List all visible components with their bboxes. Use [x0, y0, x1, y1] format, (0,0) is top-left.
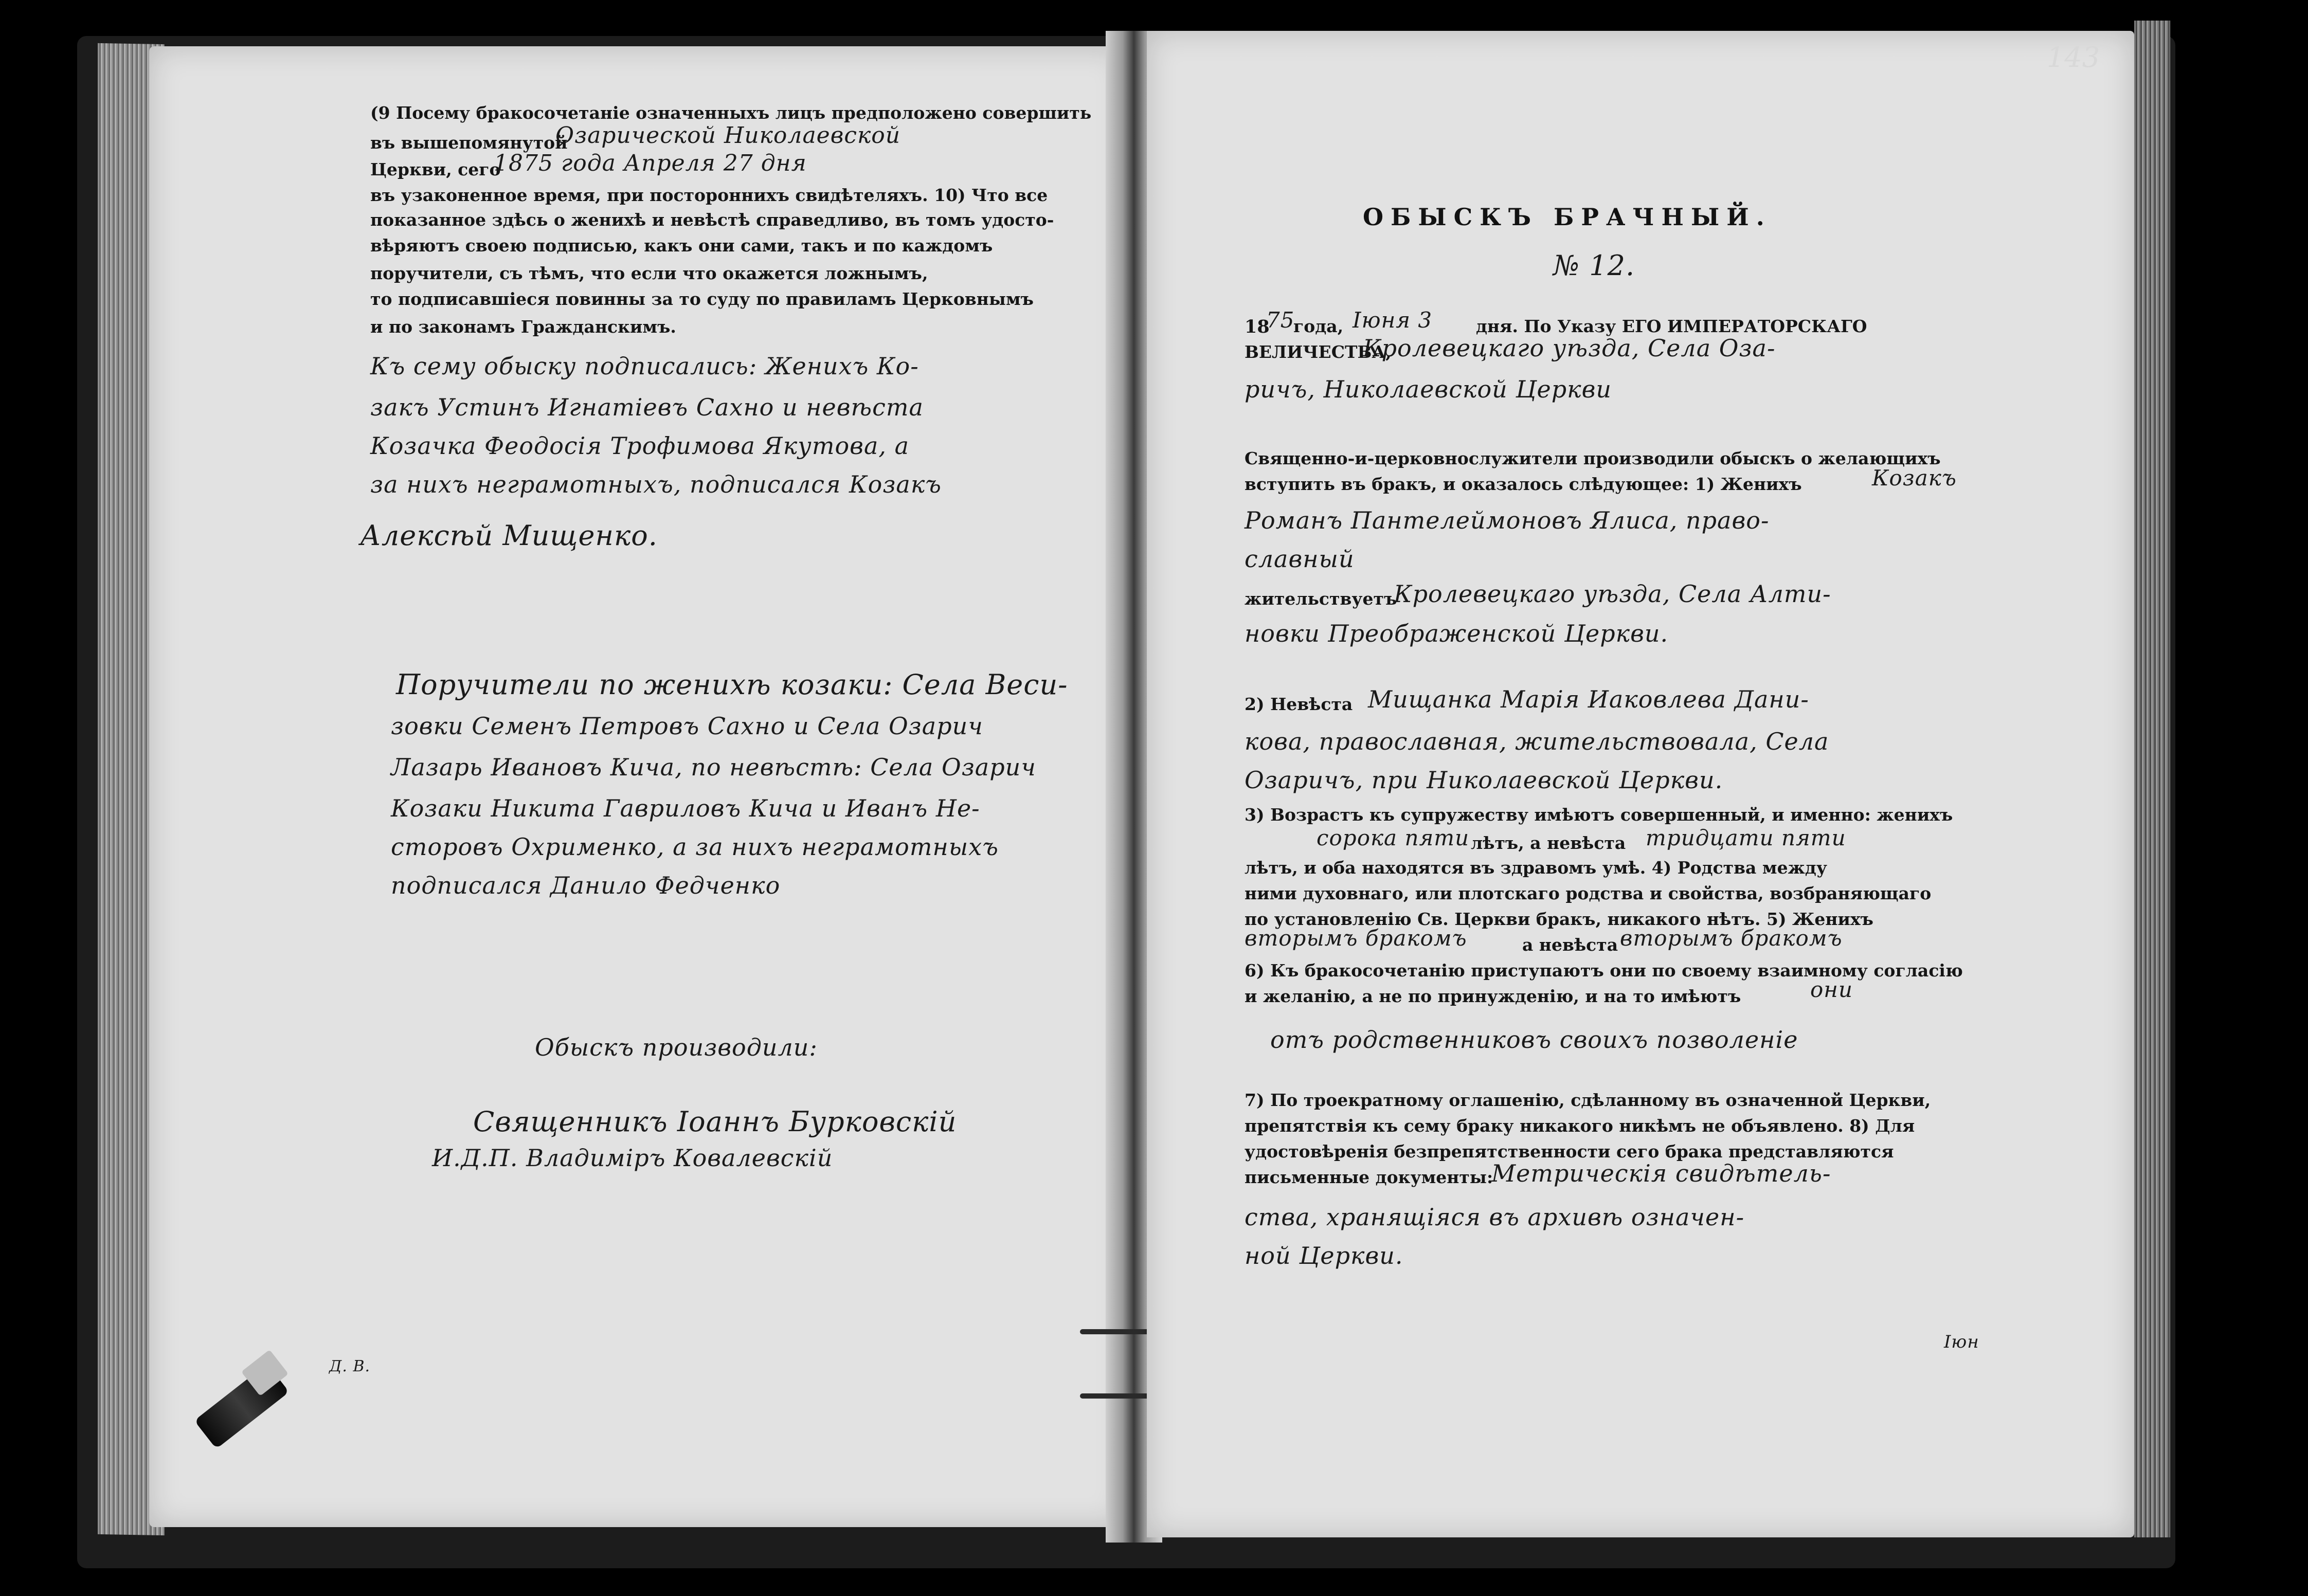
left-hand-date: 1875 года Апреля 27 дня	[494, 150, 807, 176]
guarantor-line-3: Лазарь Ивановъ Кича, по невѣстѣ: Села Озарич	[391, 753, 1036, 781]
guarantor-line-5: сторовъ Охрименко, а за нихъ неграмотныхъ	[391, 833, 999, 861]
clergy-line-1: Священно-и-церковнослужители производили обыскъ о желающихъ	[1245, 448, 1941, 468]
left-printed-line-9: и по законамъ Гражданскимъ.	[370, 317, 676, 337]
binding-thread-upper-left	[1080, 1329, 1152, 1334]
docs-hand-1: Метрическія свидѣтель-	[1491, 1159, 1831, 1187]
left-printed-line-2: въ вышепомянутой	[370, 133, 568, 153]
docs-hand-3: ной Церкви.	[1245, 1242, 1403, 1269]
document-title: ОБЫСКЪ БРАЧНЫЙ.	[1363, 203, 1772, 231]
marriage-printed-mid: а невѣста	[1522, 935, 1618, 955]
marriage-hand-bride: вторымъ бракомъ	[1620, 926, 1843, 951]
signature-line-2: закъ Устинъ Игнатіевъ Сахно и невѣста	[370, 393, 924, 421]
left-printed-line-5: показанное здѣсь о женихѣ и невѣстѣ справедливо, въ томъ удосто-	[370, 210, 1054, 230]
age-printed-mid: лѣтъ, а невѣста	[1471, 833, 1626, 853]
intro-day-hand: Іюня 3	[1353, 307, 1433, 333]
banns-line-4: письменные документы:	[1245, 1167, 1493, 1187]
signature-line-5: Алексѣй Мищенко.	[360, 519, 658, 552]
consent-line-2: и желанію, а не по принужденію, и на то имѣютъ	[1245, 986, 1741, 1006]
page-number: 143	[2047, 41, 2100, 74]
intro-place-2: ричъ, Николаевской Церкви	[1245, 375, 1612, 403]
consent-line-1: 6) Къ бракосочетанію приступаютъ они по своему взаимному согласію	[1245, 960, 1963, 981]
binding-thread-lower-left	[1080, 1393, 1152, 1399]
intro-year-prefix: 18	[1245, 316, 1270, 337]
signature-line-3: Козачка Феодосія Трофимова Якутова, а	[370, 432, 910, 460]
intro-year-suffix: года,	[1293, 316, 1344, 336]
left-printed-line-4: въ узаконенное время, при постороннихъ свидѣтеляхъ. 10) Что все	[370, 185, 1048, 205]
banns-line-1: 7) По троекратному оглашенію, сдѣланному въ означенной Церкви,	[1245, 1090, 1931, 1110]
left-printed-line-1: (9 Посему бракосочетаніе означенныхъ лицъ предположено совершить	[370, 103, 1092, 123]
banns-line-3: удостовѣренія безпрепятственности сего брака представляются	[1245, 1141, 1894, 1162]
intro-decree: дня. По Указу ЕГО ИМПЕРАТОРСКАГО	[1476, 316, 1867, 336]
groom-hand-2: Романъ Пантелеймоновъ Ялиса, право-	[1245, 506, 1770, 534]
guarantor-line-4: Козаки Никита Гавриловъ Кича и Иванъ Не-	[391, 794, 980, 822]
intro-majesty: ВЕЛИЧЕСТВА,	[1245, 342, 1392, 362]
left-printed-line-7: поручители, съ тѣмъ, что если что окажется ложнымъ,	[370, 263, 928, 283]
catchword: Іюн	[1944, 1332, 1979, 1352]
clergy-line-2: вступить въ бракъ, и оказалось слѣдующее: 1) Женихъ	[1245, 474, 1802, 494]
age-line-5: по установленію Св. Церкви бракъ, никакого нѣтъ. 5) Женихъ	[1245, 909, 1873, 929]
signature-line-1: Къ сему обыску подписались: Женихъ Ко-	[370, 352, 919, 380]
banns-line-2: препятствія къ сему браку никакого никѣмъ не объявлено. 8) Для	[1245, 1116, 1915, 1136]
consent-hand-1: они	[1810, 977, 1853, 1002]
bride-hand-1: Мищанка Марія Иаковлева Дани-	[1368, 685, 1809, 713]
age-line-3: лѣтъ, и оба находятся въ здравомъ умѣ. 4) Родства между	[1245, 858, 1828, 878]
bride-label: 2) Невѣста	[1245, 694, 1353, 714]
residence-label: жительствуетъ	[1245, 589, 1397, 609]
signature-line-4: за нихъ неграмотныхъ, подписался Козакъ	[370, 470, 942, 498]
docs-hand-2: ства, хранящіяся въ архивѣ означен-	[1245, 1203, 1745, 1231]
groom-hand-1: Козакъ	[1872, 465, 1957, 491]
document-number: № 12.	[1553, 249, 1635, 282]
conducted-label: Обыскъ производили:	[535, 1033, 818, 1061]
left-hand-church: Озарической Николаевской	[555, 122, 901, 149]
groom-hand-3: славный	[1245, 545, 1355, 573]
bride-hand-3: Озаричъ, при Николаевской Церкви.	[1245, 766, 1723, 794]
left-printed-line-8: то подписавшіеся повинны за то суду по правиламъ Церковнымъ	[370, 289, 1034, 309]
guarantor-line-6: подписался Данило Федченко	[391, 872, 781, 899]
corner-mark: Д. В.	[329, 1357, 371, 1375]
intro-year-hand: 75	[1266, 307, 1295, 333]
age-hand-bride: тридцати пяти	[1646, 825, 1846, 850]
page-stack-right	[2134, 21, 2170, 1537]
guarantor-line-1: Поручители по женихѣ козаки: Села Веси-	[396, 668, 1068, 701]
intro-place-1: Кролевецкаго уѣзда, Села Оза-	[1363, 334, 1776, 362]
residence-hand-1: Кролевецкаго уѣзда, Села Алти-	[1394, 580, 1831, 608]
consent-hand-2: отъ родственниковъ своихъ позволеніе	[1270, 1026, 1798, 1054]
age-line-1: 3) Возрастъ къ супружеству имѣютъ совершенный, и именно: женихъ	[1245, 805, 1953, 825]
marriage-hand-groom: вторымъ бракомъ	[1245, 926, 1467, 951]
left-printed-line-6: вѣряютъ своею подписью, какъ они сами, такъ и по каждомъ	[370, 235, 993, 256]
age-hand-groom: сорока пяти	[1317, 825, 1470, 850]
residence-hand-2: новки Преображенской Церкви.	[1245, 620, 1669, 647]
left-printed-line-3: Церкви, сего	[370, 159, 501, 179]
age-line-4: ними духовнаго, или плотскаго родства и свойства, возбраняющаго	[1245, 883, 1932, 903]
guarantor-line-2: зовки Семенъ Петровъ Сахно и Села Озарич	[391, 712, 983, 740]
clergy-signature-2: И.Д.П. Владиміръ Ковалевскій	[432, 1144, 833, 1172]
clergy-signature-1: Священникъ Іоаннъ Бурковскій	[473, 1105, 957, 1138]
bride-hand-2: кова, православная, жительствовала, Села	[1245, 728, 1829, 755]
